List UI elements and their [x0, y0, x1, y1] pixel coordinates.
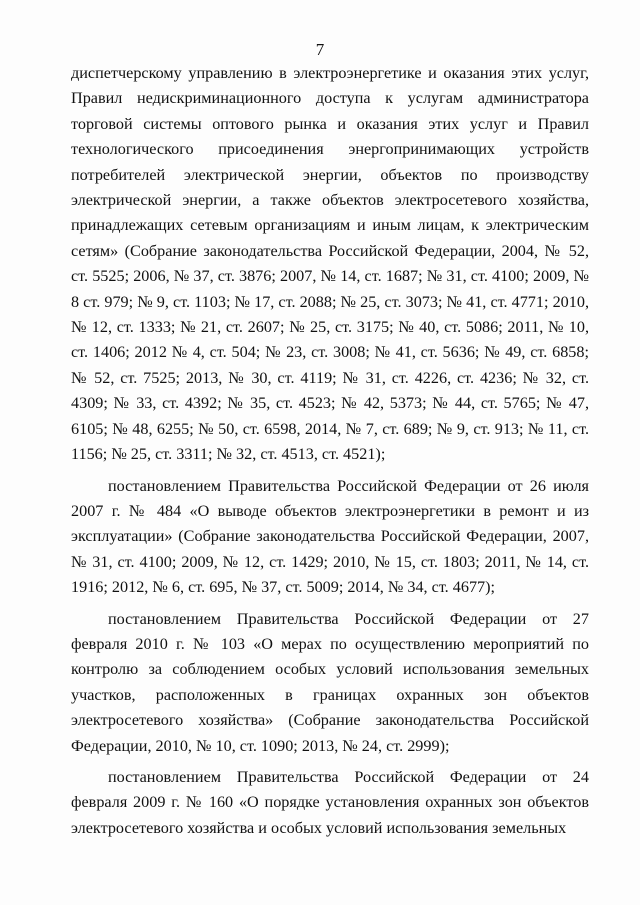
page-number: 7	[315, 40, 325, 59]
paragraph-resolution-160: постановлением Правительства Российской Федерации от 24 февраля 2009 г. № 160 «О порядке установления охранных зон объектов электросетевого хозяйства и особых условий использования земельных	[71, 767, 589, 837]
paragraph-resolution-484: постановлением Правительства Российской Федерации от 26 июля 2007 г. № 484 «О выводе объектов электроэнергетики в ремонт и из эксплуатации» (Собрание законодательства Российской Федерации, 2007, № 31, ст. 4100; 2009, № 12, ст. 1429; 2010, № 15, ст. 1803; 2011, № 14, ст. 1916; 2012, № 6, ст. 695, № 37, ст. 5009; 2014, № 34, ст. 4677);	[71, 476, 589, 597]
document-body	[71, 61, 589, 841]
paragraph-continuation: диспетчерскому управлению в электроэнергетике и оказания этих услуг, Правил недискриминационного доступа к услугам администратора торговой системы оптового рынка и оказания этих услуг и Правил технологического присоединения энергопринимающих устройств потребителей электрической энергии, объектов по производству электрической энергии, а также объектов электросетевого хозяйства, принадлежащих сетевым организациям и иным лицам, к электрическим сетям» (Собрание законодательства Российской Федерации, 2004, № 52, ст. 5525; 2006, № 37, ст. 3876; 2007, № 14, ст. 1687; № 31, ст. 4100; 2009, № 8 ст. 979; № 9, ст. 1103; № 17, ст. 2088; № 25, ст. 3073; № 41, ст. 4771; 2010, № 12, ст. 1333; № 21, ст. 2607; № 25, ст. 3175; № 40, ст. 5086; 2011, № 10, ст. 1406; 2012 № 4, ст. 504; № 23, ст. 3008; № 41, ст. 5636; № 49, ст. 6858; № 52, ст. 7525; 2013, № 30, ст. 4119; № 31, ст. 4226, ст. 4236; № 32, ст. 4309; № 33, ст. 4392; № 35, ст. 4523; № 42, 5373; № 44, ст. 5765; № 47, 6105; № 48, 6255; № 50, ст. 6598, 2014, № 7, ст. 689; № 9, ст. 913; № 11, ст. 1156; № 25, ст. 3311; № 32, ст. 4513, ст. 4521);	[71, 64, 589, 464]
paragraph-resolution-103: постановлением Правительства Российской Федерации от 27 февраля 2010 г. № 103 «О мерах по осуществлению мероприятий по контролю за соблюдением особых условий использования земельных участков, расположенных в границах охранных зон объектов электросетевого хозяйства» (Собрание законодательства Российской Федерации, 2010, № 10, ст. 1090; 2013, № 24, ст. 2999);	[71, 609, 589, 755]
